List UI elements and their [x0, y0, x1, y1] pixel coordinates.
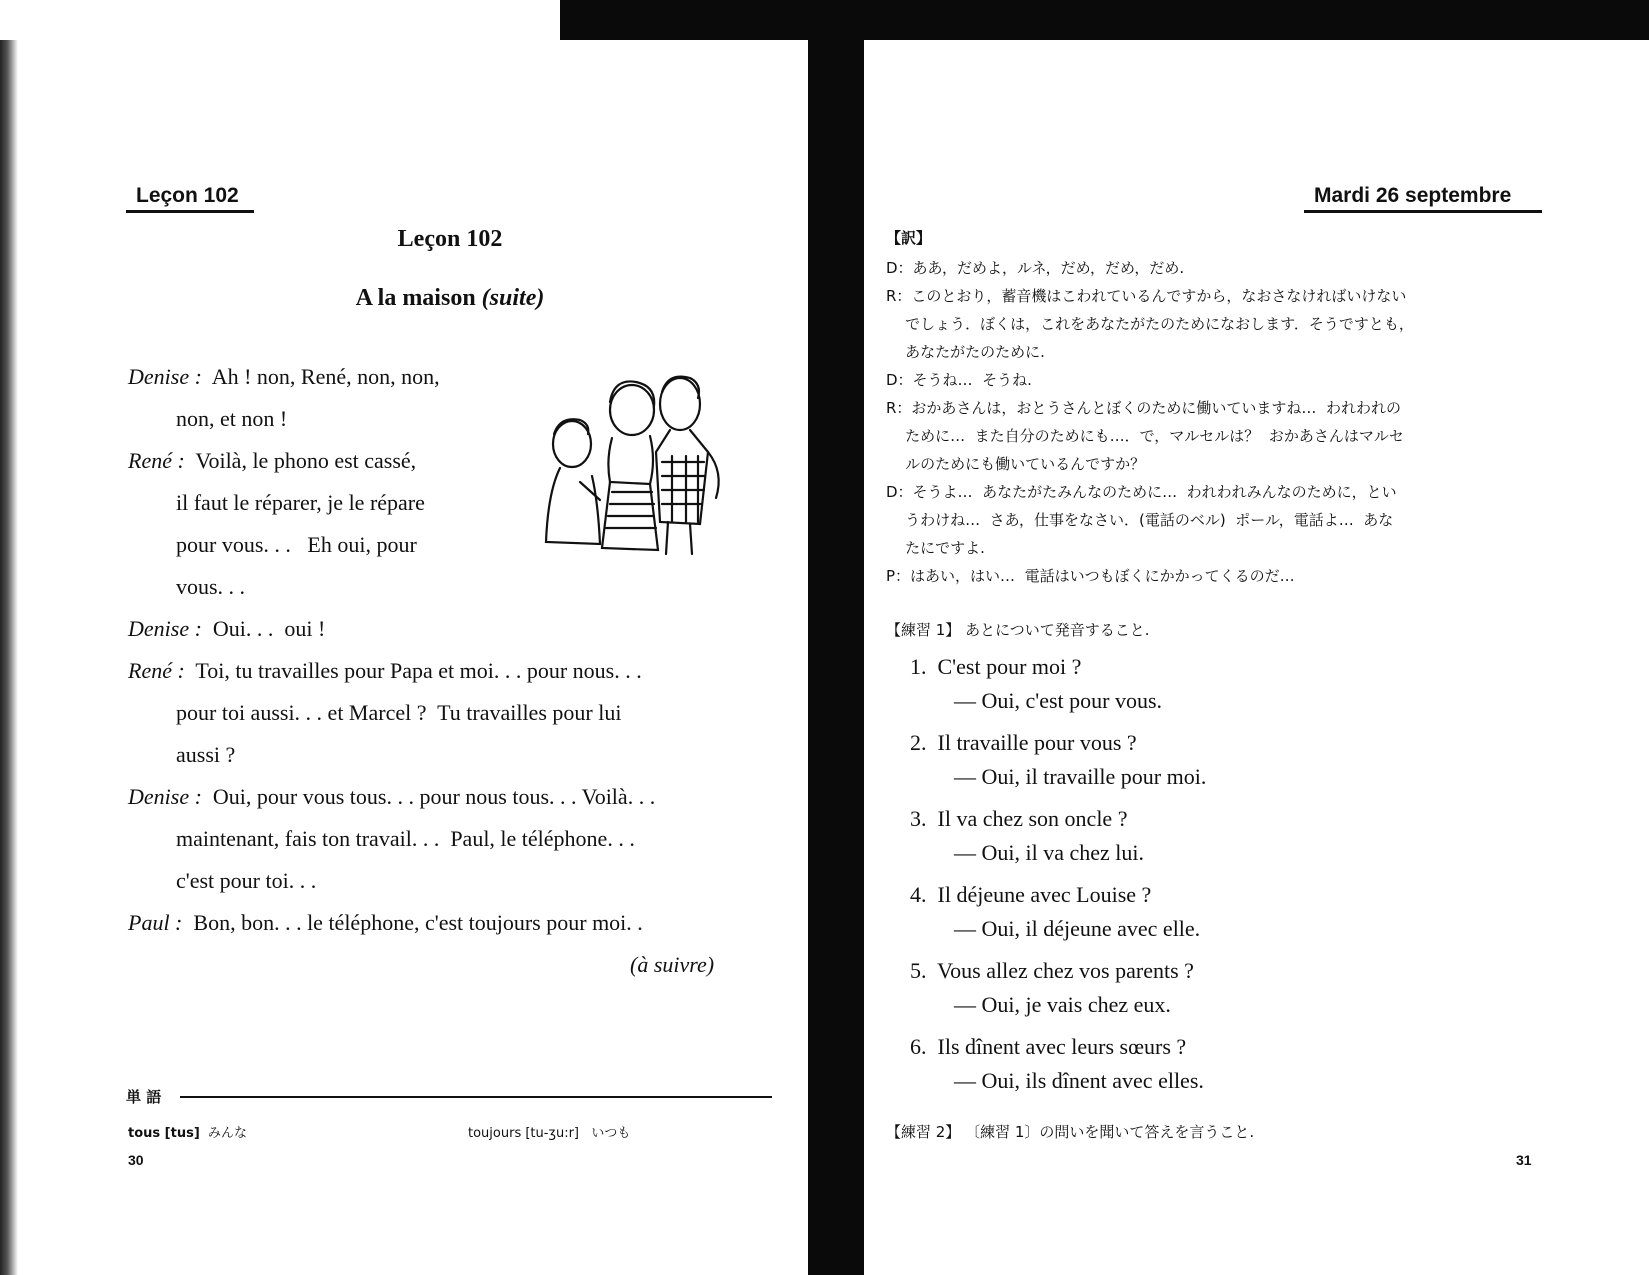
exercise-item [910, 726, 1137, 760]
dialogue-text: non, et non ! [176, 406, 288, 431]
exercise1-heading: 【練習 1】 あとについて発音すること. [886, 621, 1150, 639]
exercise-number: 6. [910, 1034, 927, 1059]
subtitle-note: (suite) [481, 285, 545, 311]
translation-line: あなたがたのために. [886, 343, 1045, 361]
speaker-label: René : [128, 448, 185, 473]
lesson-subtitle [300, 285, 600, 312]
exercise-question: Il va chez son oncle ? [937, 806, 1128, 831]
dialogue-text: pour vous. . . Eh oui, pour [176, 532, 417, 557]
translation-line: うわけね… さあ，仕事をなさい．(電話のベル) ポール，電話よ… あな [886, 511, 1394, 529]
exercise-item [910, 802, 1127, 836]
book-spine-shadow [808, 0, 864, 1275]
vocab-entry [128, 1122, 247, 1141]
scan-shadow-left [0, 40, 18, 1275]
exercise-answer: — Oui, ils dînent avec elles. [954, 1068, 1204, 1093]
dialogue-line [176, 692, 621, 734]
dialogue-line [128, 608, 325, 650]
speaker-label: Denise : [128, 784, 202, 809]
vocab-rule [180, 1096, 772, 1098]
translation-line: R：おかあさんは，おとうさんとぼくのために働いていますね… われわれの [886, 399, 1401, 417]
exercise-answer: — Oui, il va chez lui. [954, 840, 1145, 865]
translation-heading: 【訳】 [886, 229, 932, 247]
vocab-meaning: いつも [591, 1126, 631, 1141]
vocab-heading: 単 語 [126, 1088, 162, 1106]
dialogue-text: Oui, pour vous tous. . . pour nous tous. . . Voilà. . . [212, 784, 656, 809]
dialogue-line [128, 902, 643, 944]
exercise-question: Il déjeune avec Louise ? [937, 882, 1152, 907]
lesson-title: Leçon 102 [397, 226, 503, 252]
exercise-question: Il travaille pour vous ? [937, 730, 1137, 755]
vocab-word: tous [tus] [128, 1126, 200, 1141]
exercise-item [910, 1030, 1186, 1064]
translation-line: D：そうね… そうね. [886, 371, 1032, 389]
left-running-head-rule [126, 210, 254, 213]
subtitle-text: A la maison [355, 285, 476, 311]
exercise-question: Vous allez chez vos parents ? [937, 958, 1194, 983]
speaker-label: Paul : [128, 910, 183, 935]
dialogue-text: Ah ! non, René, non, non, [211, 364, 440, 389]
translation-line: D：ああ，だめよ，ルネ，だめ，だめ，だめ. [886, 259, 1185, 277]
exercise-answer: — Oui, je vais chez eux. [954, 992, 1171, 1017]
dialogue-line [176, 482, 425, 524]
speaker-label: René : [128, 658, 185, 683]
speaker-label: Denise : [128, 364, 202, 389]
dialogue-line [176, 398, 287, 440]
exercise-answer: — Oui, c'est pour vous. [954, 688, 1163, 713]
exercise-answer: — Oui, il travaille pour moi. [954, 764, 1207, 789]
dialogue-line [176, 860, 316, 902]
to-follow-note: (à suivre) [630, 952, 715, 977]
dialogue-text: c'est pour toi. . . [176, 868, 317, 893]
dialogue-line [128, 650, 642, 692]
translation-line: P：はあい，はい… 電話はいつもぼくにかかってくるのだ… [886, 567, 1295, 585]
translation-line: でしょう．ぼくは，これをあなたがたのためになおします．そうですとも， [886, 315, 1414, 333]
dialogue-text: Oui. . . oui ! [212, 616, 326, 641]
dialogue-text: pour toi aussi. . . et Marcel ? Tu travailles pour lui [176, 700, 622, 725]
dialogue-text: Voilà, le phono est cassé, [195, 448, 417, 473]
vocab-entry [468, 1122, 630, 1141]
exercise-item [910, 878, 1151, 912]
right-running-head-rule [1304, 210, 1542, 213]
dialogue-text: maintenant, fais ton travail. . . Paul, le téléphone. . . [176, 826, 635, 851]
right-running-head: Mardi 26 septembre [1314, 184, 1512, 207]
dialogue-text: Bon, bon. . . le téléphone, c'est toujours pour moi. . [193, 910, 643, 935]
translation-line: たにですよ. [886, 539, 985, 557]
vocab-word: toujours [tu-ʒu:r] [468, 1126, 579, 1141]
dialogue-text: il faut le réparer, je le répare [176, 490, 425, 515]
speaker-label: Denise : [128, 616, 202, 641]
right-page-number: 31 [1516, 1152, 1532, 1168]
translation-line: D：そうよ… あなたがたみんなのために… われわれみんなのために，とい [886, 483, 1397, 501]
family-illustration [540, 372, 740, 562]
exercise-number: 5. [910, 958, 927, 983]
exercise-question: C'est pour moi ? [937, 654, 1082, 679]
exercise-number: 2. [910, 730, 927, 755]
dialogue-line [128, 776, 655, 818]
dialogue-line [176, 566, 245, 608]
dialogue-text: aussi ? [176, 742, 236, 767]
dialogue-line [176, 734, 235, 776]
dialogue-line [128, 356, 440, 398]
translation-line: ルのためにも働いているんですか？ [886, 455, 1146, 473]
dialogue-line [176, 818, 635, 860]
dialogue-text: vous. . . [176, 574, 246, 599]
exercise-item [910, 954, 1194, 988]
dialogue-line [128, 440, 416, 482]
scan-shadow-top [560, 0, 1649, 40]
dialogue-line [176, 524, 417, 566]
left-running-head: Leçon 102 [136, 184, 239, 207]
vocab-meaning: みんな [208, 1126, 248, 1141]
translation-line: R：このとおり，蓄音機はこわれているんですから，なおさなければいけない [886, 287, 1407, 305]
translation-line: ために… また自分のためにも…．で，マルセルは？ おかあさんはマルセ [886, 427, 1404, 445]
dialogue-text: Toi, tu travailles pour Papa et moi. . . pour nous. . . [195, 658, 642, 683]
exercise2-heading: 【練習 2】 〔練習 1〕の問いを聞いて答えを言うこと. [886, 1123, 1255, 1141]
exercise-number: 3. [910, 806, 927, 831]
exercise-item [910, 650, 1081, 684]
exercise-question: Ils dînent avec leurs sœurs ? [937, 1034, 1187, 1059]
exercise-number: 4. [910, 882, 927, 907]
exercise-number: 1. [910, 654, 927, 679]
left-page-number: 30 [128, 1152, 144, 1168]
exercise-answer: — Oui, il déjeune avec elle. [954, 916, 1201, 941]
